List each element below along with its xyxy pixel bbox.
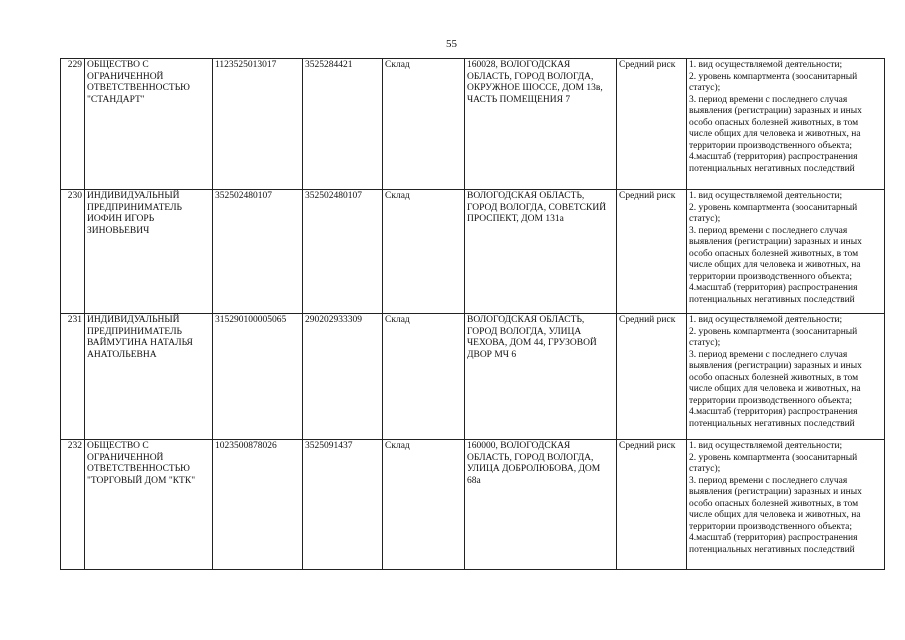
criteria-item: 4.масштаб (территория) распространения потенциальных негативных последствий — [689, 152, 858, 174]
table-row — [61, 440, 885, 570]
criteria-item: 1. вид осуществляемой деятельности; — [689, 60, 843, 70]
criteria-item: 2. уровень компартмента (зоосанитарный статус); — [689, 202, 858, 224]
criteria-item: 4.масштаб (территория) распространения потенциальных негативных последствий — [689, 533, 858, 555]
registry-table — [60, 58, 885, 570]
criteria-item: 1. вид осуществляемой деятельности; — [689, 315, 843, 325]
object-type: Склад — [383, 59, 465, 190]
table-row — [61, 59, 885, 190]
ogrn-value: 1123525013017 — [213, 59, 303, 190]
row-number: 231 — [61, 314, 85, 440]
criteria-item: 2. уровень компартмента (зоосанитарный статус); — [689, 326, 858, 348]
risk-category: Средний риск — [617, 440, 687, 570]
row-number: 232 — [61, 440, 85, 570]
row-number: 229 — [61, 59, 85, 190]
table-row — [61, 314, 885, 440]
organization-name: ОБЩЕСТВО С ОГРАНИЧЕННОЙ ОТВЕТСТВЕННОСТЬЮ "ТОРГОВЫЙ ДОМ "КТК" — [85, 440, 213, 570]
object-address: 160028, ВОЛОГОДСКАЯ ОБЛАСТЬ, ГОРОД ВОЛОГДА, ОКРУЖНОЕ ШОССЕ, ДОМ 13в, ЧАСТЬ ПОМЕЩЕНИЯ 7 — [465, 59, 617, 190]
risk-criteria — [687, 440, 885, 570]
organization-name: ИНДИВИДУАЛЬНЫЙ ПРЕДПРИНИМАТЕЛЬ ВАЙМУГИНА НАТАЛЬЯ АНАТОЛЬЕВНА — [85, 314, 213, 440]
risk-criteria — [687, 59, 885, 190]
criteria-item: 4.масштаб (территория) распространения потенциальных негативных последствий — [689, 407, 858, 429]
organization-name: ОБЩЕСТВО С ОГРАНИЧЕННОЙ ОТВЕТСТВЕННОСТЬЮ "СТАНДАРТ" — [85, 59, 213, 190]
criteria-item: 3. период времени с последнего случая выявления (регистрации) заразных и иных особо опасных болезней животных, в том числе общих для человека и животных, на территории производственного объекта; — [689, 349, 862, 406]
risk-category: Средний риск — [617, 314, 687, 440]
criteria-item: 1. вид осуществляемой деятельности; — [689, 441, 843, 451]
page-number: 55 — [446, 38, 457, 50]
object-address: ВОЛОГОДСКАЯ ОБЛАСТЬ, ГОРОД ВОЛОГДА, УЛИЦА ЧЕХОВА, ДОМ 44, ГРУЗОВОЙ ДВОР МЧ 6 — [465, 314, 617, 440]
criteria-item: 3. период времени с последнего случая выявления (регистрации) заразных и иных особо опасных болезней животных, в том числе общих для человека и животных, на территории производственного объекта; — [689, 94, 862, 151]
row-number: 230 — [61, 190, 85, 314]
risk-criteria — [687, 190, 885, 314]
inn-value: 352502480107 — [303, 190, 383, 314]
criteria-item: 3. период времени с последнего случая выявления (регистрации) заразных и иных особо опасных болезней животных, в том числе общих для человека и животных, на территории производственного объекта; — [689, 475, 862, 532]
risk-category: Средний риск — [617, 59, 687, 190]
criteria-item: 4.масштаб (территория) распространения потенциальных негативных последствий — [689, 283, 858, 305]
object-address: 160000, ВОЛОГОДСКАЯ ОБЛАСТЬ, ГОРОД ВОЛОГДА, УЛИЦА ДОБРОЛЮБОВА, ДОМ 68а — [465, 440, 617, 570]
registry-body — [61, 59, 885, 570]
criteria-item: 2. уровень компартмента (зоосанитарный статус); — [689, 452, 858, 474]
organization-name: ИНДИВИДУАЛЬНЫЙ ПРЕДПРИНИМАТЕЛЬ ИОФИН ИГОРЬ ЗИНОВЬЕВИЧ — [85, 190, 213, 314]
ogrn-value: 352502480107 — [213, 190, 303, 314]
risk-criteria — [687, 314, 885, 440]
criteria-item: 3. период времени с последнего случая выявления (регистрации) заразных и иных особо опасных болезней животных, в том числе общих для человека и животных, на территории производственного объекта; — [689, 225, 862, 282]
inn-value: 3525091437 — [303, 440, 383, 570]
ogrn-value: 1023500878026 — [213, 440, 303, 570]
criteria-item: 1. вид осуществляемой деятельности; — [689, 191, 843, 201]
object-address: ВОЛОГОДСКАЯ ОБЛАСТЬ, ГОРОД ВОЛОГДА, СОВЕТСКИЙ ПРОСПЕКТ, ДОМ 131а — [465, 190, 617, 314]
object-type: Склад — [383, 314, 465, 440]
object-type: Склад — [383, 190, 465, 314]
ogrn-value: 315290100005065 — [213, 314, 303, 440]
risk-category: Средний риск — [617, 190, 687, 314]
object-type: Склад — [383, 440, 465, 570]
criteria-item: 2. уровень компартмента (зоосанитарный статус); — [689, 71, 858, 93]
inn-value: 290202933309 — [303, 314, 383, 440]
inn-value: 3525284421 — [303, 59, 383, 190]
table-row — [61, 190, 885, 314]
